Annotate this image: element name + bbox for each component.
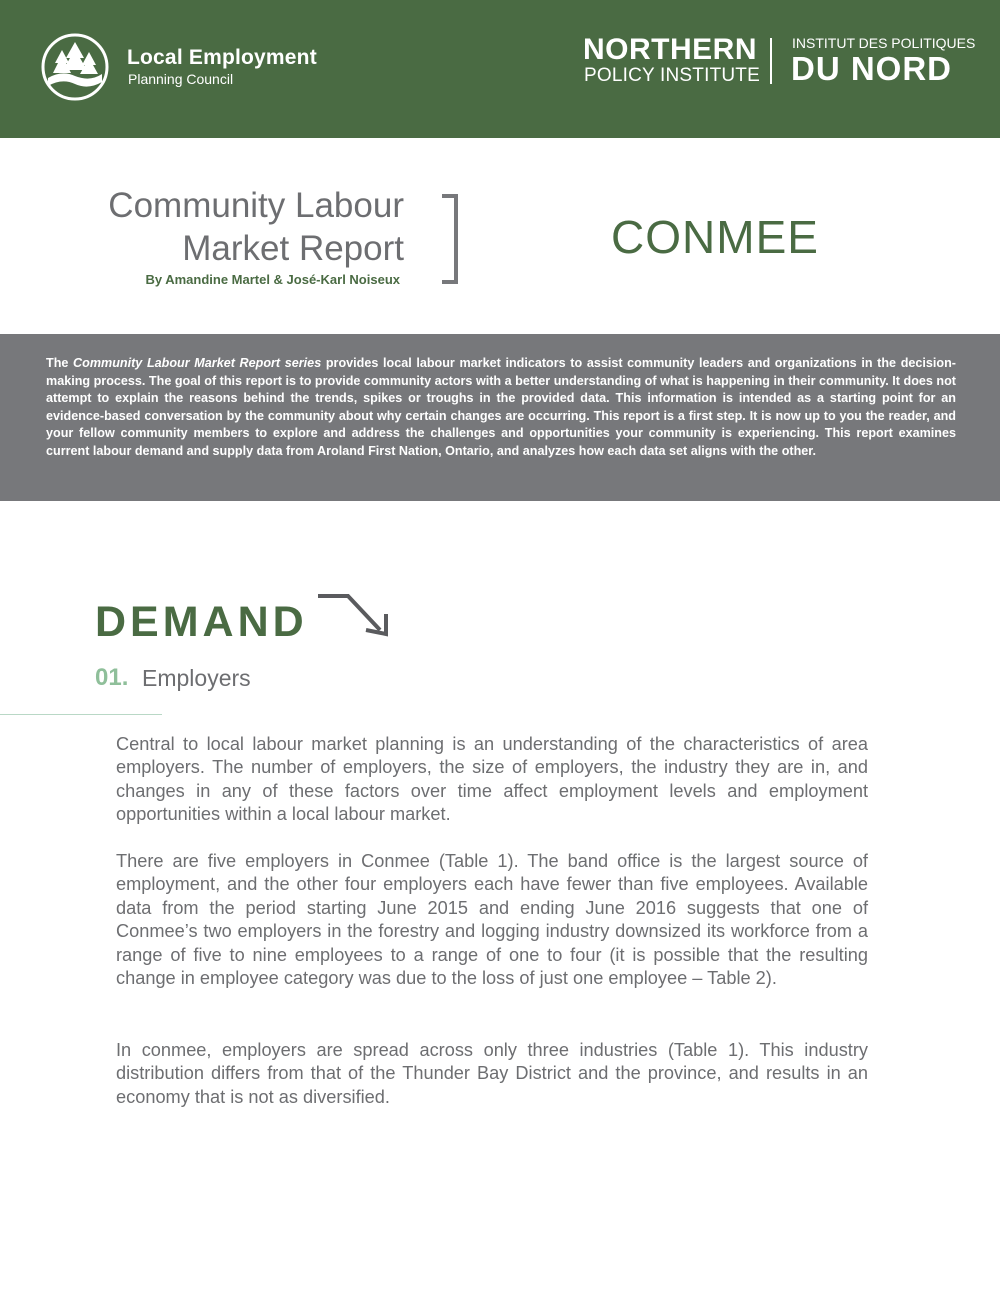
intro-prefix: The	[46, 356, 74, 370]
report-title-line2: Market Report	[182, 229, 404, 268]
ipn-logo-bottom: DU NORD	[791, 50, 952, 87]
lepc-subtitle: Planning Council	[128, 71, 234, 87]
trend-down-arrow-icon	[314, 590, 394, 642]
report-title-line1: Community Labour	[108, 186, 404, 225]
ipn-logo-top: INSTITUT DES POLITIQUES	[792, 35, 976, 51]
community-name: CONMEE	[611, 211, 819, 263]
intro-body: provides local labour market indicators to assist community leaders and organizations in the decision-making process. The goal of this report is to provide community actors with a better understanding of what is happening in their community. It does not attempt to explain the reasons behind the trends, spikes or troughs in the provided data. This information is intended as a starting point for an evidence-based conversation by the community about why certain changes are occurring. This report is a first step. It is now up to you the reader, and your fellow community members to explore and address the challenges and opportunities your community is experiencing. This report examines current labour demand and supply data from Aroland First Nation, Ontario, and analyzes how each data set aligns with the other.	[46, 356, 956, 458]
section-title: DEMAND	[95, 598, 308, 646]
subsection-number: 01.	[95, 664, 129, 691]
pine-trees-logo-icon	[40, 32, 110, 102]
body-paragraph-2: There are five employers in Conmee (Table 1). The band office is the largest source of employment, and the other four employers each have fewer than five employees. Available data from the period starting June 2015 and ending June 2016 suggests that one of Conmee’s two employers in the forestry and logging industry downsized its workforce from a range of five to nine employees to a range of one to four (it is possible that the resulting change in employee category was due to the loss of just one employee – Table 2).	[116, 851, 868, 989]
subsection-rule	[0, 714, 162, 715]
body-paragraph-1: Central to local labour market planning is an understanding of the characteristics of area employers. The number of employers, the size of employers, the industry they are in, and changes in any of these factors over time affect employment levels and employment opportunities within a local labour market.	[116, 734, 868, 825]
intro-series-name: Community Labour Market Report series	[73, 356, 322, 370]
report-title	[60, 184, 404, 270]
lepc-name: Local Employment	[127, 46, 317, 69]
bracket-divider-icon	[436, 192, 460, 286]
header-band	[0, 0, 1000, 138]
intro-text	[46, 355, 956, 461]
logo-divider	[770, 38, 772, 84]
report-authors: By Amandine Martel & José-Karl Noiseux	[145, 272, 400, 287]
npi-logo-bottom: POLICY INSTITUTE	[584, 65, 760, 86]
npi-logo-top: NORTHERN	[583, 33, 757, 66]
subsection-title: Employers	[142, 665, 251, 691]
body-paragraph-3: In conmee, employers are spread across only three industries (Table 1). This industry distribution differs from that of the Thunder Bay District and the province, and results in an economy that is not as diversified.	[116, 1040, 868, 1107]
